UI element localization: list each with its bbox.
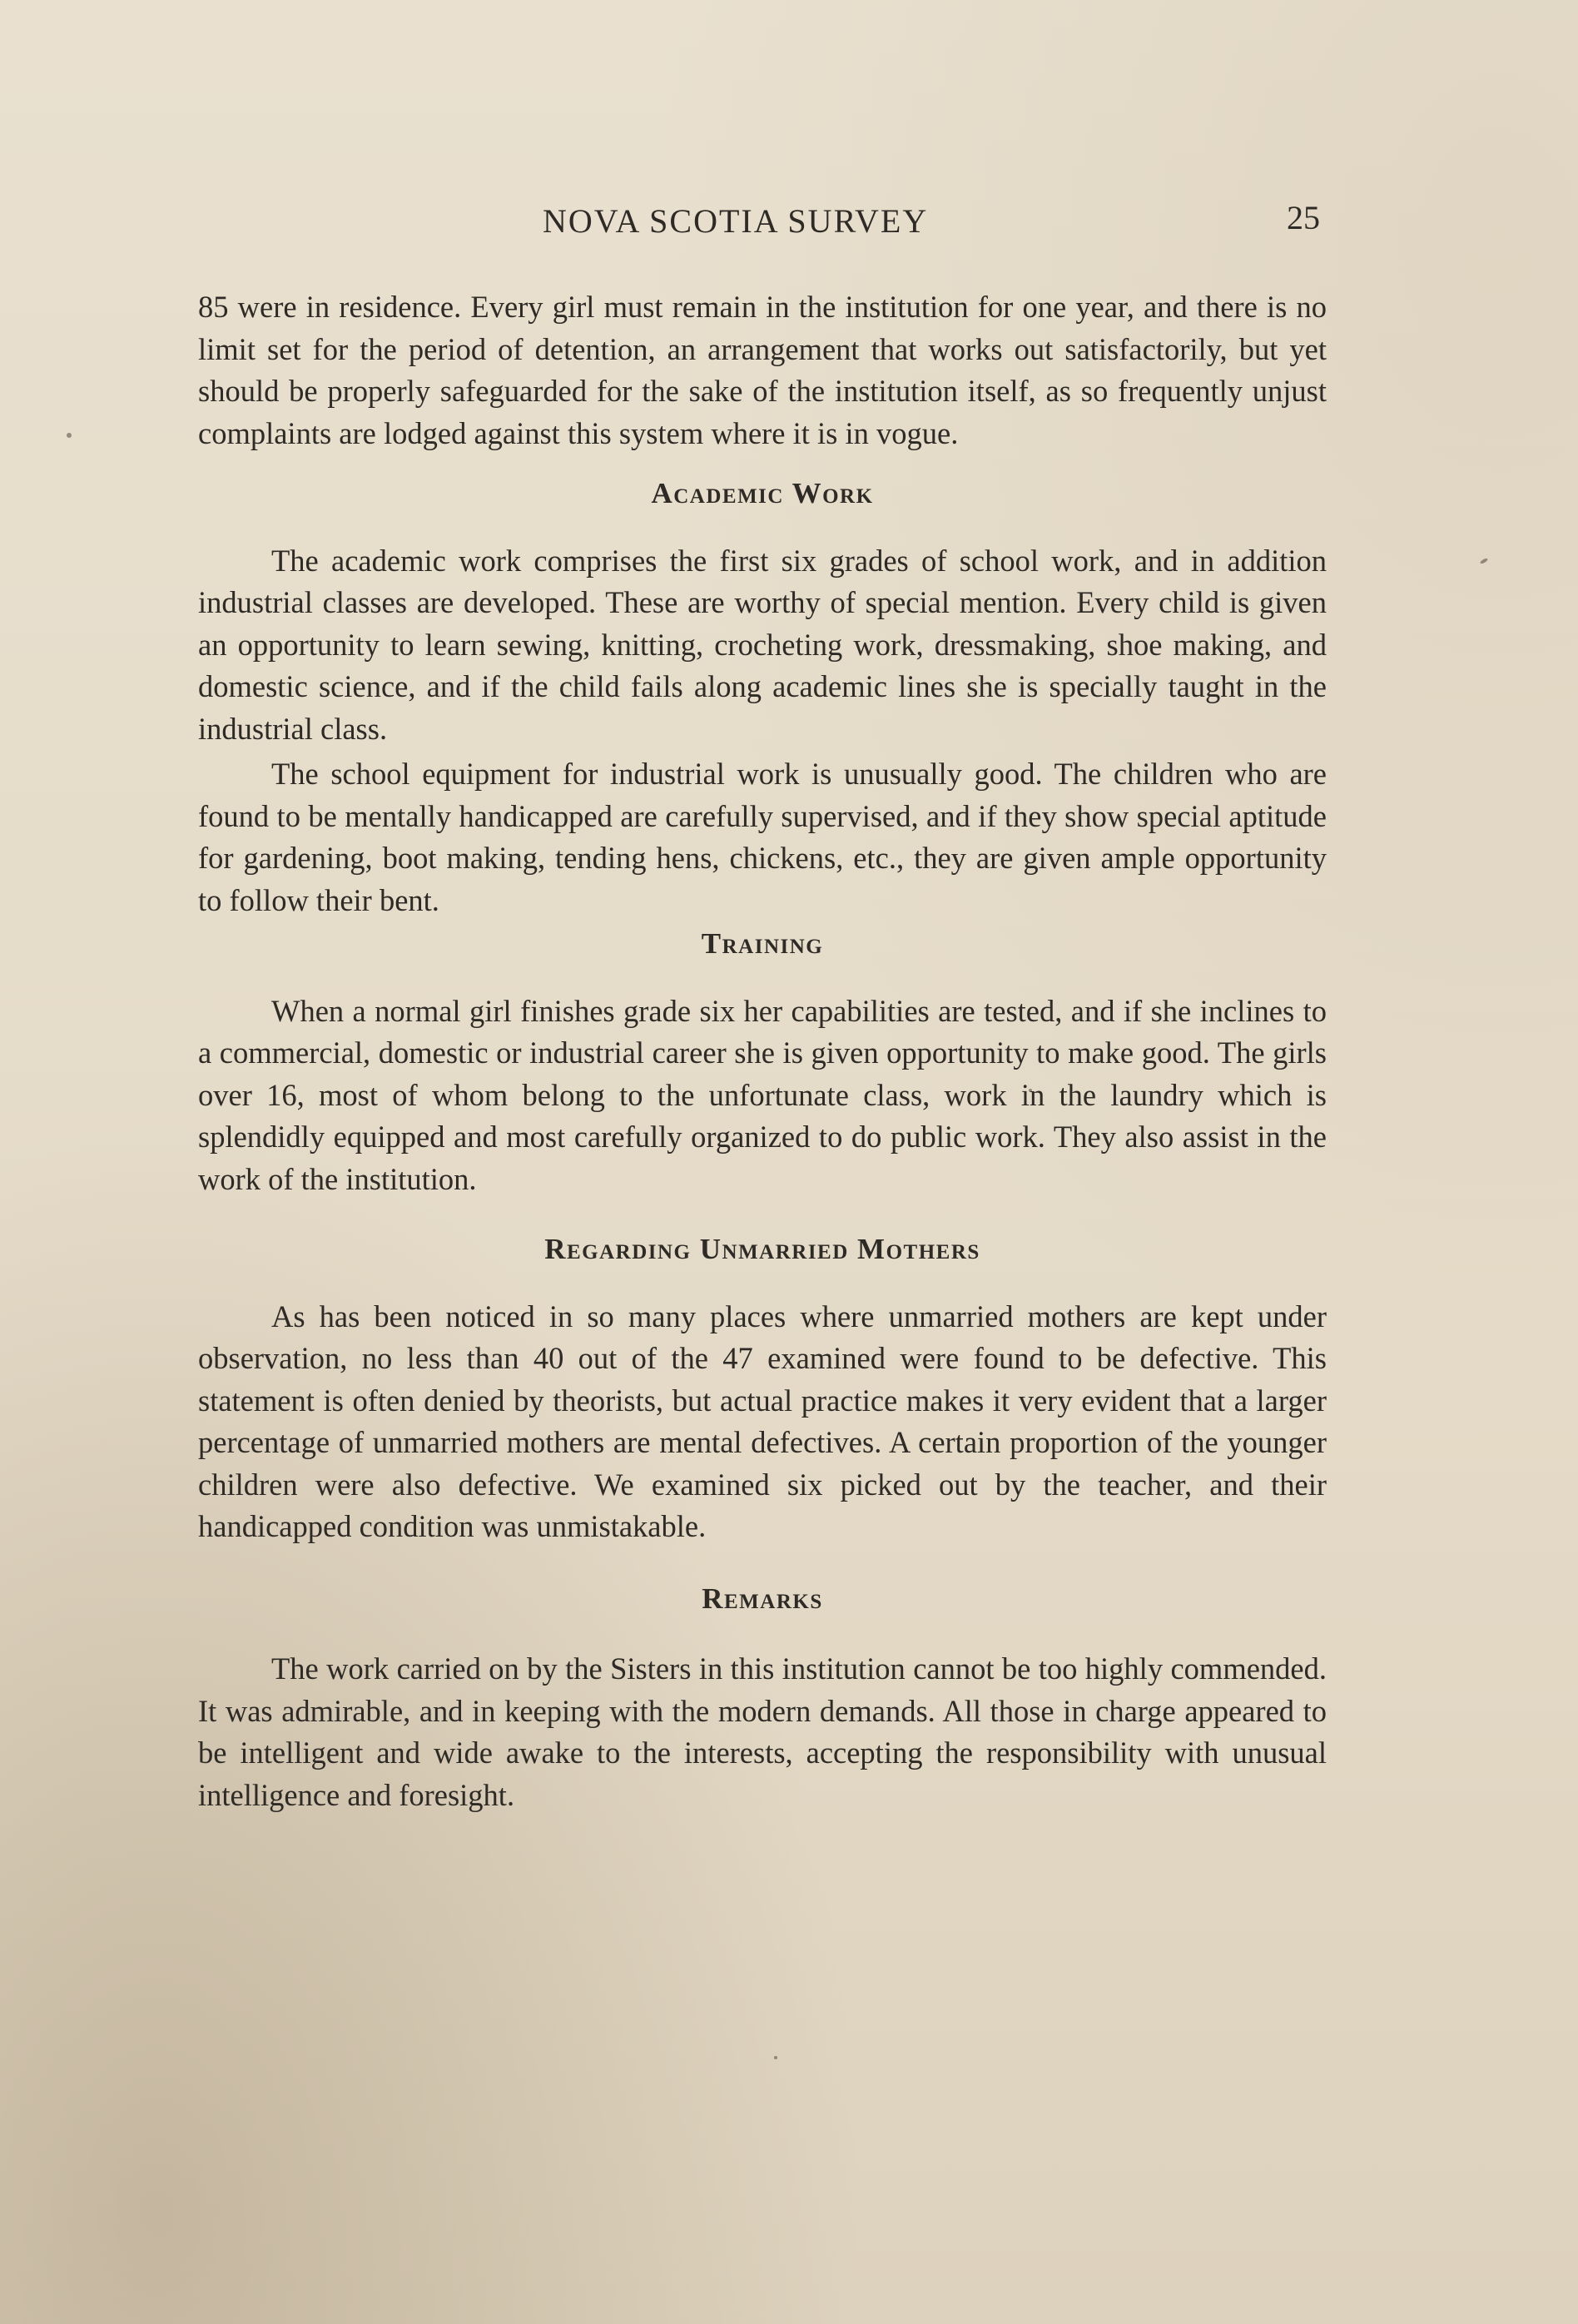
paragraph-remarks: The work carried on by the Sisters in this institution cannot be too highly commended. It was admirable, and in keeping with the modern demands. All those in charge appeared to be intelligent and wide awake to the interests, accepting the responsibility with unusual intelligence and foresight. bbox=[198, 1651, 1327, 1812]
heading-unmarried-mothers: Regarding Unmarried Mothers bbox=[544, 1233, 980, 1265]
ink-speck bbox=[774, 2056, 777, 2059]
heading-academic-work: Academic Work bbox=[651, 477, 874, 509]
paragraph-school-equipment: The school equipment for industrial work is unusually good. The children who are found to be mentally handicapped are carefully supervised, and if they show special aptitude for gardening, boot making, tending hens, chickens, etc., they are given ample opportunity to follow their bent. bbox=[198, 757, 1327, 917]
paragraph-training: When a normal girl finishes grade six her capabilities are tested, and if she inclines to a commercial, domestic or industrial career she is given opportunity to make good. The girls over 16, most of whom belong to the unfortunate class, work in the laundry which is splendidly equipped and most carefully organized to do public work. They also assist in the work of the institution. bbox=[198, 993, 1327, 1196]
page-number: 25 bbox=[1287, 199, 1320, 236]
heading-training: Training bbox=[701, 927, 824, 960]
running-title: NOVA SCOTIA SURVEY bbox=[543, 202, 929, 240]
paragraph-academic-work: The academic work comprises the first six grades of school work, and in addition industrial classes are developed. These are worthy of special mention. Every child is given an opportunity to learn sewing, knitting, crocheting work, dressmaking, shoe making, and domestic science, and if the child fails along academic lines she is specially taught in the industrial class. bbox=[198, 543, 1327, 746]
running-head bbox=[0, 198, 1578, 248]
paragraph-residence: 85 were in residence. Every girl must remain in the institution for one year, and there is no limit set for the period of detention, an arrangement that works out satisfactorily, but yet should be properly safeguarded for the sake of the institution itself, as so frequently unjust complaints are lodged against this system where it is in vogue. bbox=[198, 290, 1327, 450]
heading-remarks: Remarks bbox=[702, 1582, 823, 1615]
body-text bbox=[198, 286, 1327, 1816]
paragraph-unmarried-mothers: As has been noticed in so many places where unmarried mothers are kept under observation, no less than 40 out of the 47 examined were found to be defective. This statement is often denied by theorists, but actual practice makes it very evident that a larger percentage of unmarried mothers are mental defectives. A certain proportion of the younger children were also defective. We examined six picked out by the teacher, and their handicapped condition was unmistakable. bbox=[198, 1299, 1327, 1543]
ink-speck bbox=[1480, 558, 1489, 564]
ink-speck bbox=[67, 433, 72, 438]
